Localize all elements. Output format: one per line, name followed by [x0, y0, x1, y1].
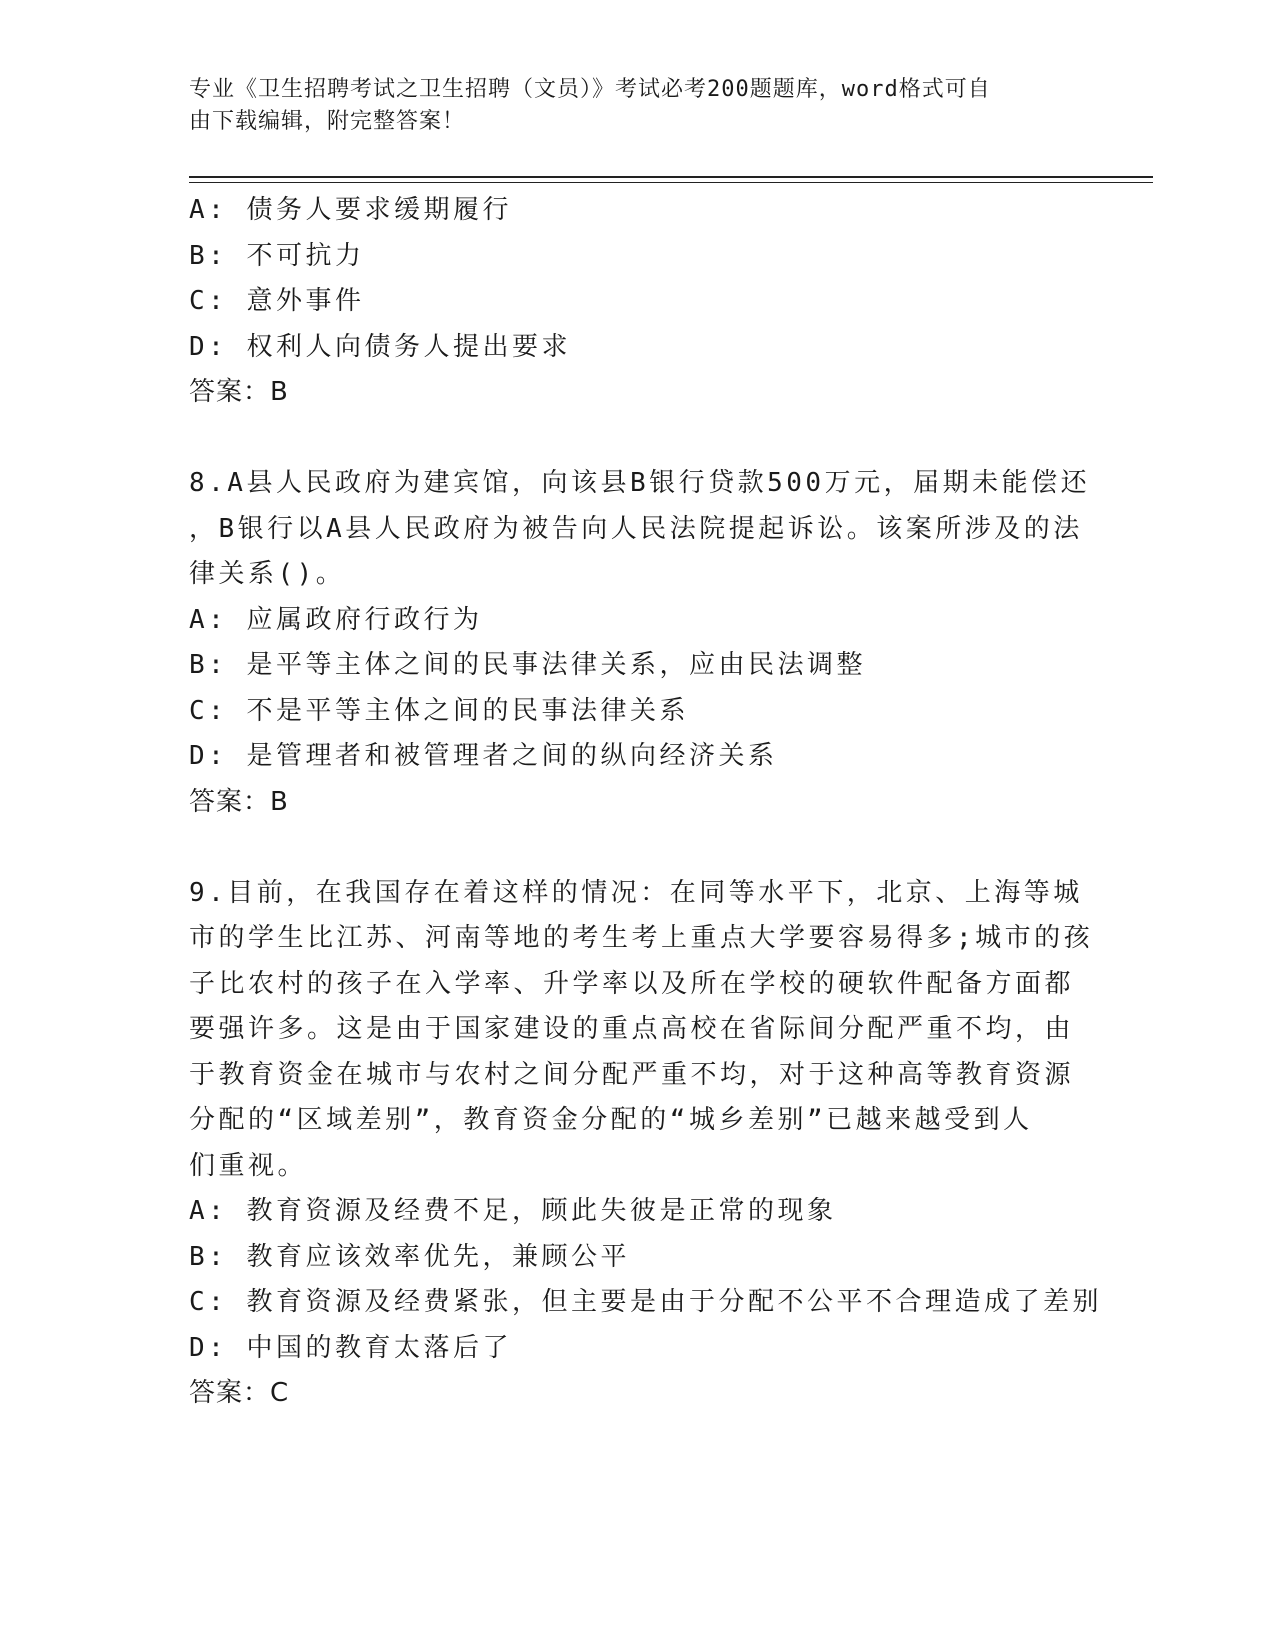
option-d: D: 是管理者和被管理者之间的纵向经济关系 — [189, 741, 778, 771]
option-c: C: 教育资源及经费紧张，但主要是由于分配不公平不合理造成了差别 — [189, 1287, 1102, 1317]
question-7 — [189, 188, 1089, 416]
option-b: B: 是平等主体之间的民事法律关系，应由民法调整 — [189, 650, 866, 680]
question-8 — [189, 461, 1089, 825]
document-header — [189, 74, 1089, 138]
stem-line: 分配的“区域差别”，教育资金分配的“城乡差别”已越来越受到人 — [189, 1105, 1033, 1135]
question-spacer — [189, 416, 1089, 462]
question-spacer — [189, 825, 1089, 871]
answer-line: 答案：C — [189, 1378, 290, 1408]
option-a: A: 应属政府行政行为 — [189, 604, 483, 635]
stem-line: 要强许多。这是由于国家建设的重点高校在省际间分配严重不均，由 — [189, 1014, 1075, 1044]
option-a: A: 教育资源及经费不足，顾此失彼是正常的现象 — [189, 1196, 837, 1226]
option-b: B: 不可抗力 — [189, 240, 365, 271]
stem-line: 律关系()。 — [189, 559, 346, 589]
question-list — [189, 188, 1102, 1417]
answer-line: 答案：B — [189, 786, 289, 817]
stem-line: 于教育资金在城市与农村之间分配严重不均，对于这种高等教育资源 — [189, 1059, 1075, 1090]
stem-line: 子比农村的孩子在入学率、升学率以及所在学校的硬软件配备方面都 — [189, 968, 1075, 999]
question-stem — [189, 871, 1094, 1190]
answer-line: 答案：B — [189, 377, 289, 407]
option-c: C: 意外事件 — [189, 286, 365, 316]
stem-line: 8.A县人民政府为建宾馆，向该县B银行贷款500万元，届期未能偿还 — [189, 468, 1091, 498]
stem-line: ，B银行以A县人民政府为被告向人民法院提起诉讼。该案所涉及的法 — [189, 513, 1083, 544]
stem-line: 市的学生比江苏、河南等地的考生考上重点大学要容易得多;城市的孩 — [189, 923, 1094, 953]
option-c: C: 不是平等主体之间的民事法律关系 — [189, 695, 689, 726]
header-divider-thin — [189, 182, 1153, 183]
stem-line: 9.目前，在我国存在着这样的情况：在同等水平下，北京、上海等城 — [189, 877, 1083, 908]
option-a: A: 债务人要求缓期履行 — [189, 195, 512, 225]
header-divider-thick — [189, 176, 1153, 178]
question-stem — [189, 461, 1089, 598]
option-d: D: 权利人向债务人提出要求 — [189, 331, 571, 362]
stem-line: 们重视。 — [189, 1150, 308, 1181]
option-b: B: 教育应该效率优先，兼顾公平 — [189, 1241, 630, 1272]
question-9 — [189, 871, 1102, 1417]
option-d: D: 中国的教育太落后了 — [189, 1332, 512, 1363]
header-line-2: 由下载编辑，附完整答案！ — [189, 109, 466, 134]
header-line-1: 专业《卫生招聘考试之卫生招聘（文员）》考试必考200题题库，word格式可自 — [189, 77, 991, 102]
